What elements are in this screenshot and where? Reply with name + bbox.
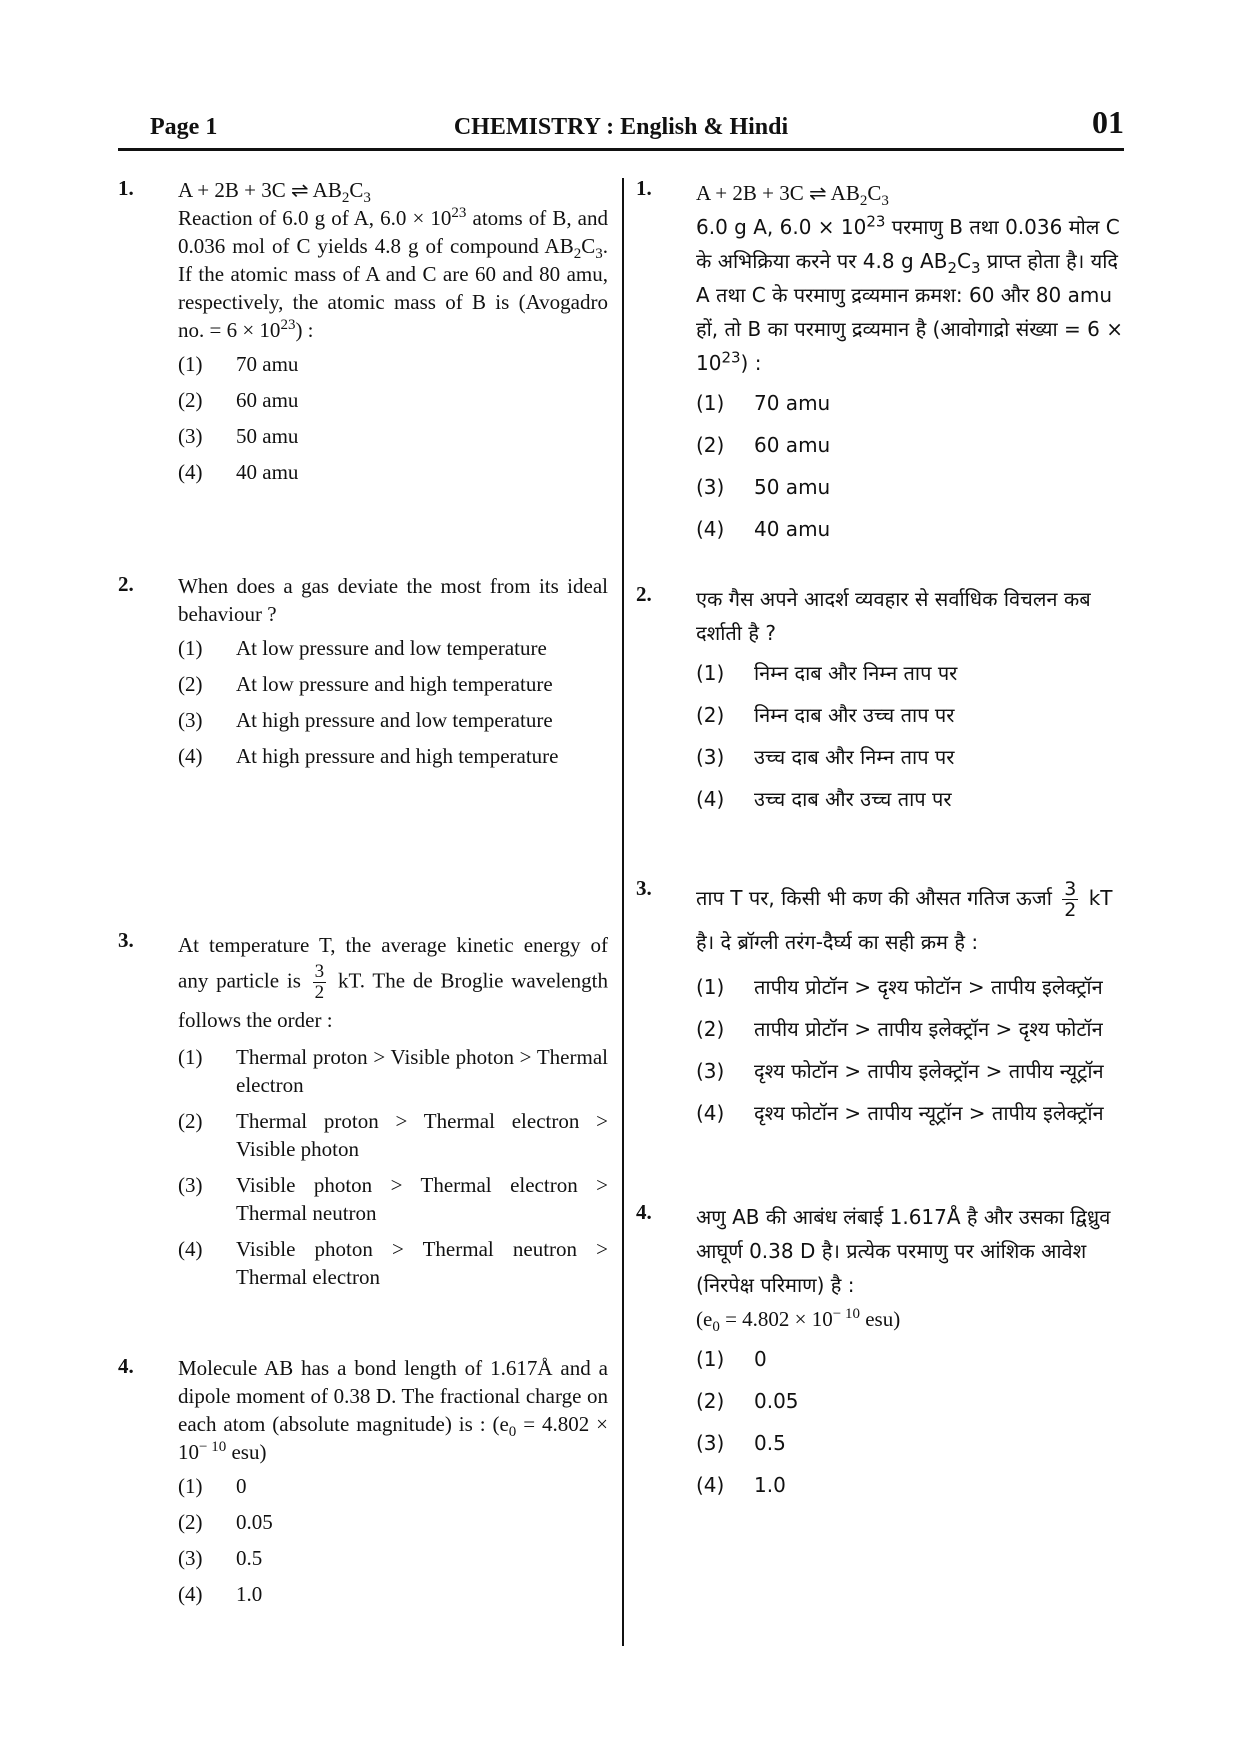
question-number: 2. bbox=[118, 572, 134, 596]
option: (3) दृश्य फोटॉन > तापीय इलेक्ट्रॉन > तापीय न्यूट्रॉन bbox=[696, 1059, 1104, 1083]
option: (2) 60 amu bbox=[696, 433, 831, 457]
option: (1) 70 amu bbox=[696, 391, 831, 415]
page-number: 01 bbox=[1092, 104, 1124, 140]
question-text: एक गैस अपने आदर्श व्यवहार से सर्वाधिक विचलन कब दर्शाती है ? bbox=[696, 587, 1091, 645]
question-2-english bbox=[118, 572, 608, 778]
option: (2) तापीय प्रोटॉन > तापीय इलेक्ट्रॉन > दृश्य फोटॉन bbox=[696, 1017, 1103, 1041]
question-number: 1. bbox=[118, 176, 134, 200]
reaction-equation: A + 2B + 3C ⇌ $AB_2C_3$ bbox=[696, 181, 889, 210]
question-1-hindi bbox=[636, 176, 1126, 554]
option: (3) At high pressure and low temperature bbox=[178, 708, 553, 732]
options-list bbox=[178, 350, 608, 486]
fraction: $\frac{3}{2}$ bbox=[1064, 878, 1077, 921]
question-3-english bbox=[118, 928, 608, 1299]
constant-note: ($e_0 = 4.802 \times 10^{- 10}$ esu) bbox=[696, 1306, 901, 1336]
option: (1) 0 bbox=[178, 1474, 247, 1498]
option: (4) उच्च दाब और उच्च ताप पर bbox=[696, 787, 952, 811]
option: (2) 0.05 bbox=[696, 1389, 799, 1413]
options-list bbox=[178, 634, 608, 770]
question-number: 2. bbox=[636, 582, 652, 606]
question-4-english bbox=[118, 1354, 608, 1616]
question-text: At temperature T, the average kinetic energy of any particle is $\frac{3}{2}$ kT. The de Broglie wavelength follows the order : bbox=[178, 933, 609, 1032]
fraction: $\frac{3}{2}$ bbox=[314, 961, 325, 1003]
question-text: अणु AB की आबंध लंबाई 1.617Å है और उसका द्विध्रुव आघूर्ण 0.38 D है। प्रत्येक परमाणु पर आंशिक आवेश (निरपेक्ष परिमाण) है : bbox=[696, 1205, 1111, 1297]
option: (1) 0 bbox=[696, 1347, 767, 1371]
option: (1) At low pressure and low temperature bbox=[178, 636, 547, 660]
option: (3) 0.5 bbox=[696, 1431, 786, 1455]
option: (4) 40 amu bbox=[696, 517, 831, 541]
question-text: Molecule AB has a bond length of 1.617Å and a dipole moment of 0.38 D. The fractional charge on each atom (absolute magnitude) is : ($e_0 = 4.802 \times 10^{- 10}$ esu) bbox=[178, 1356, 608, 1464]
option: (2) Thermal proton > Thermal electron > Visible photon bbox=[178, 1109, 608, 1161]
question-text: When does a gas deviate the most from its ideal behaviour ? bbox=[178, 574, 608, 626]
option: (3) उच्च दाब और निम्न ताप पर bbox=[696, 745, 955, 769]
option: (1) निम्न दाब और निम्न ताप पर bbox=[696, 661, 958, 685]
options-list bbox=[178, 1043, 608, 1291]
option: (4) 1.0 bbox=[178, 1582, 263, 1606]
options-list bbox=[696, 386, 1126, 546]
option: (3) Visible photon > Thermal electron > Thermal neutron bbox=[178, 1173, 608, 1225]
question-3-hindi bbox=[636, 876, 1126, 1138]
option: (4) 1.0 bbox=[696, 1473, 786, 1497]
option: (3) 50 amu bbox=[696, 475, 831, 499]
option: (3) 50 amu bbox=[178, 424, 299, 448]
column-divider bbox=[622, 178, 624, 1646]
option: (3) 0.5 bbox=[178, 1546, 263, 1570]
page-title: CHEMISTRY : English & Hindi bbox=[453, 114, 789, 140]
question-number: 4. bbox=[118, 1354, 134, 1378]
question-text: ताप T पर, किसी भी कण की औसत गतिज ऊर्जा $\frac{3}{2}$ kT है। दे ब्रॉग्ली तरंग-दैर्घ्य का सही क्रम है : bbox=[696, 878, 1113, 954]
option: (4) 40 amu bbox=[178, 460, 299, 484]
option: (2) 0.05 bbox=[178, 1510, 273, 1534]
option: (4) Visible photon > Thermal neutron > Thermal electron bbox=[178, 1237, 608, 1289]
question-1-english bbox=[118, 176, 608, 494]
question-4-hindi bbox=[636, 1200, 1126, 1510]
options-list bbox=[178, 1472, 608, 1608]
option: (1) 70 amu bbox=[178, 352, 299, 376]
options-list bbox=[696, 656, 1126, 816]
option: (2) At low pressure and high temperature bbox=[178, 672, 553, 696]
page-header bbox=[118, 104, 1124, 151]
option: (4) At high pressure and high temperature bbox=[178, 744, 559, 768]
option: (1) तापीय प्रोटॉन > दृश्य फोटॉन > तापीय इलेक्ट्रॉन bbox=[696, 975, 1103, 999]
question-number: 4. bbox=[636, 1200, 652, 1224]
options-list bbox=[696, 970, 1126, 1130]
option: (2) निम्न दाब और उच्च ताप पर bbox=[696, 703, 955, 727]
question-2-hindi bbox=[636, 582, 1126, 824]
options-list bbox=[696, 1342, 1126, 1502]
question-number: 1. bbox=[636, 176, 652, 200]
page-label: Page 1 bbox=[150, 114, 218, 140]
question-number: 3. bbox=[118, 928, 134, 952]
reaction-equation: A + 2B + 3C ⇌ $AB_2C_3$ bbox=[178, 178, 371, 207]
option: (4) दृश्य फोटॉन > तापीय न्यूट्रॉन > तापीय इलेक्ट्रॉन bbox=[696, 1101, 1104, 1125]
question-text: 6.0 g A, $6.0 \times 10^{23}$ परमाणु B तथा 0.036 मोल C के अभिक्रिया करने पर 4.8 g $AB_2C_3$ प्राप्त होता है। यदि A तथा C के परमाणु द्रव्यमान क्रमश: 60 और 80 amu हों, तो B का परमाणु द्रव्यमान है (आवोगाद्रो संख्या = $6 \times 10^{23}$) : bbox=[696, 212, 1124, 375]
option: (2) 60 amu bbox=[178, 388, 299, 412]
question-number: 3. bbox=[636, 876, 652, 900]
question-text: Reaction of 6.0 g of A, $6.0 \times 10^{23}$ atoms of B, and 0.036 mol of C yields 4.8 g of compound $AB_2C_3$. If the atomic mass of A and C are 60 and 80 amu, respectively, the atomic mass of B is (Avogadro no. = $6 \times 10^{23}$) : bbox=[178, 205, 608, 342]
option: (1) Thermal proton > Visible photon > Thermal electron bbox=[178, 1045, 608, 1097]
